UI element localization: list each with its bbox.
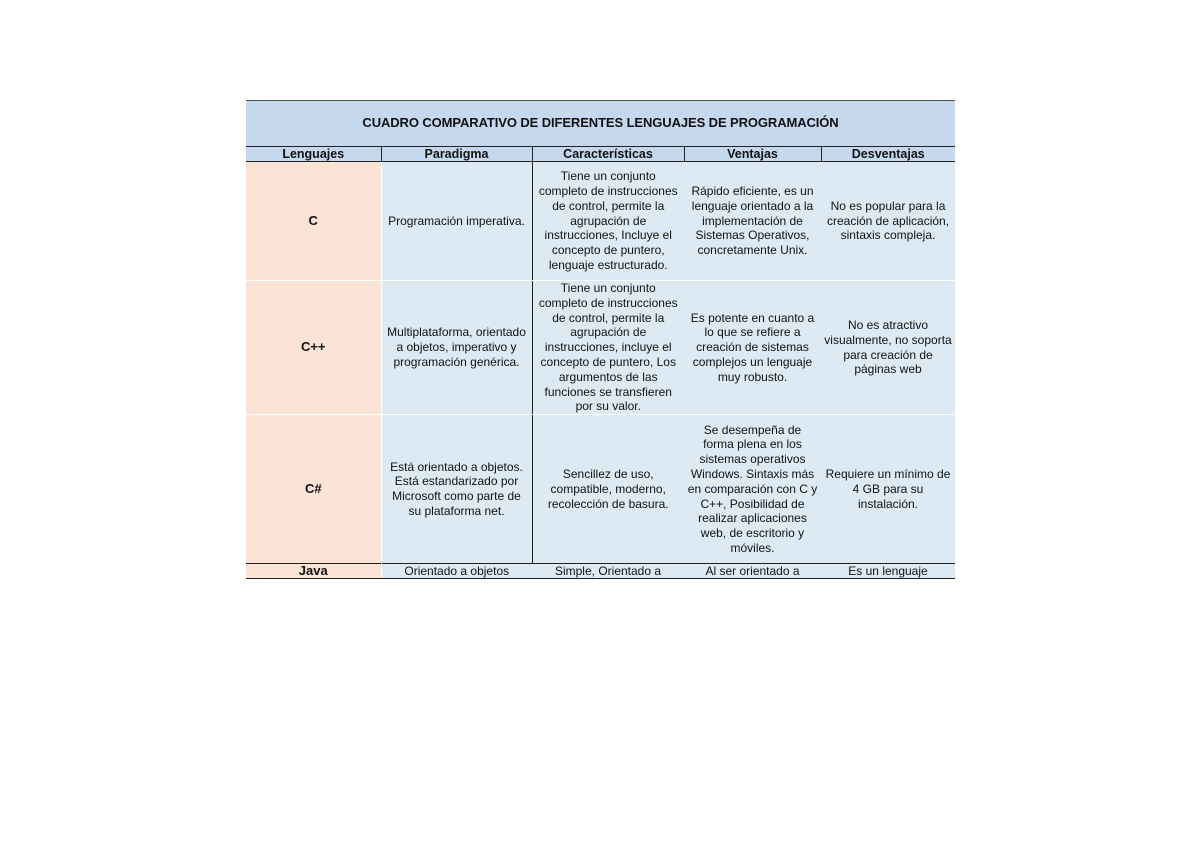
language-cell: C++: [246, 281, 381, 415]
header-languages: Lenguajes: [246, 147, 381, 162]
table-row: [246, 564, 955, 579]
title-row: [246, 101, 955, 147]
header-disadvantages: Desventajas: [821, 147, 955, 162]
language-cell: Java: [246, 564, 381, 579]
features-cell: Sencillez de uso, compatible, moderno, recolección de basura.: [532, 415, 684, 564]
comparison-table: [246, 100, 955, 579]
table-row: [246, 415, 955, 564]
header-paradigm: Paradigma: [381, 147, 532, 162]
features-cell: Tiene un conjunto completo de instrucciones de control, permite la agrupación de instrucciones, Incluye el concepto de puntero, lenguaje estructurado.: [532, 162, 684, 281]
comparison-sheet: [246, 100, 955, 579]
advantages-cell: Rápido eficiente, es un lenguaje orientado a la implementación de Sistemas Operativos, concretamente Unix.: [684, 162, 821, 281]
header-features: Características: [532, 147, 684, 162]
disadvantages-cell: No es atractivo visualmente, no soporta para creación de páginas web: [821, 281, 955, 415]
disadvantages-cell: Requiere un mínimo de 4 GB para su instalación.: [821, 415, 955, 564]
features-cell: Tiene un conjunto completo de instrucciones de control, permite la agrupación de instrucciones, incluye el concepto de puntero, Los argumentos de las funciones se transfieren por su valor.: [532, 281, 684, 415]
table-row: [246, 281, 955, 415]
header-advantages: Ventajas: [684, 147, 821, 162]
language-cell: C: [246, 162, 381, 281]
disadvantages-cell: Es un lenguaje: [821, 564, 955, 579]
table-row: [246, 162, 955, 281]
paradigm-cell: Está orientado a objetos. Está estandarizado por Microsoft como parte de su plataforma net.: [381, 415, 532, 564]
paradigm-cell: Multiplataforma, orientado a objetos, imperativo y programación genérica.: [381, 281, 532, 415]
header-row: [246, 147, 955, 162]
advantages-cell: Al ser orientado a: [684, 564, 821, 579]
language-cell: C#: [246, 415, 381, 564]
advantages-cell: Es potente en cuanto a lo que se refiere a creación de sistemas complejos un lenguaje muy robusto.: [684, 281, 821, 415]
table-title: CUADRO COMPARATIVO DE DIFERENTES LENGUAJES DE PROGRAMACIÓN: [246, 101, 955, 147]
advantages-cell: Se desempeña de forma plena en los sistemas operativos Windows. Sintaxis más en comparación con C y C++, Posibilidad de realizar aplicaciones web, de escritorio y móviles.: [684, 415, 821, 564]
paradigm-cell: Programación imperativa.: [381, 162, 532, 281]
features-cell: Simple, Orientado a: [532, 564, 684, 579]
paradigm-cell: Orientado a objetos: [381, 564, 532, 579]
disadvantages-cell: No es popular para la creación de aplicación, sintaxis compleja.: [821, 162, 955, 281]
